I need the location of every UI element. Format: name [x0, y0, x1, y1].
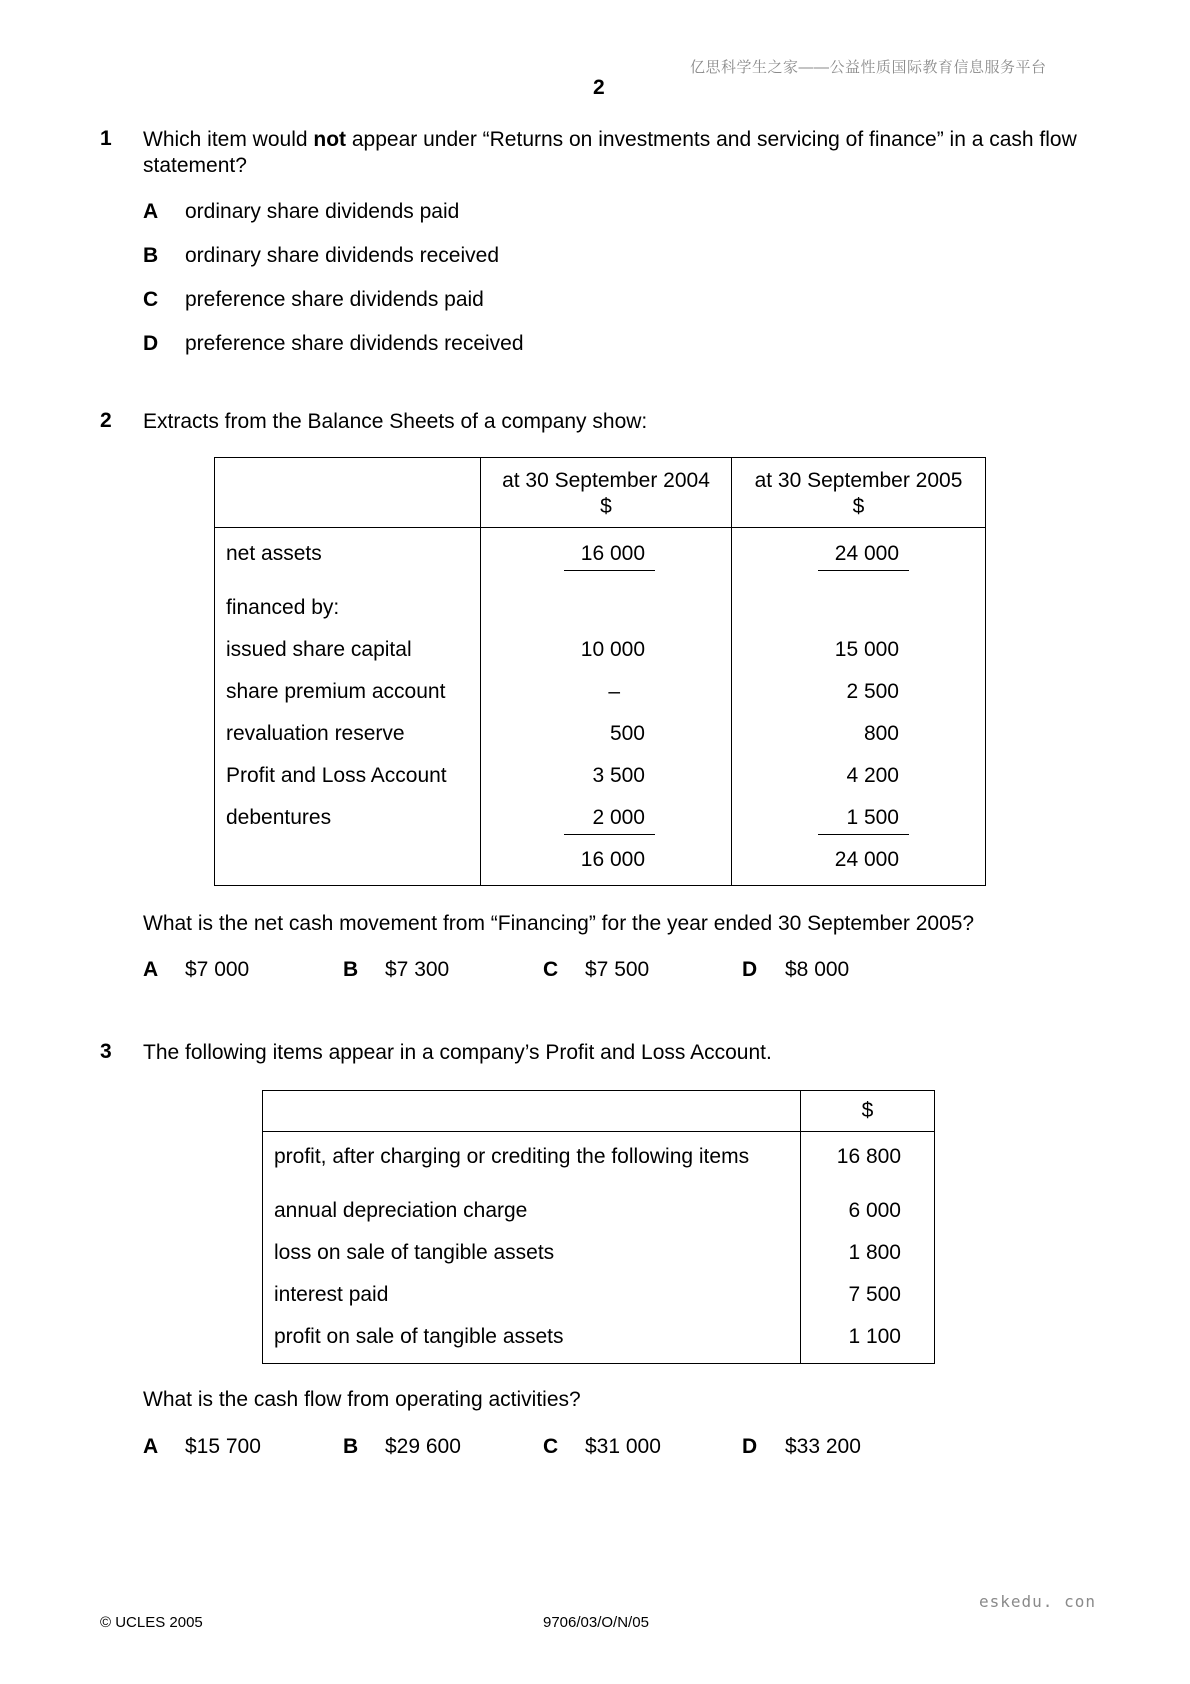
q3-question: What is the cash flow from operating activities?: [143, 1388, 581, 1411]
q1-option-b-text: ordinary share dividends received: [185, 244, 500, 267]
q1-option-d-text: preference share dividends received: [185, 332, 524, 355]
pl-value-profit: 16 800: [836, 1145, 901, 1168]
balance-sheet-table: [214, 457, 986, 886]
row-label-debentures: debentures: [226, 806, 332, 829]
value-2004-net-assets: 16 000: [580, 542, 645, 565]
q3-number: 3: [100, 1040, 112, 1063]
pl-labels-column: [263, 1132, 801, 1364]
pl-value-profit-on-sale: 1 100: [848, 1325, 901, 1348]
value-2005-revaluation-reserve: 800: [863, 722, 899, 745]
footer-copyright: © UCLES 2005: [100, 1614, 203, 1631]
values-2005-column: [732, 528, 986, 886]
pl-label-depreciation: annual depreciation charge: [274, 1199, 528, 1222]
underline-2004-debentures: [564, 834, 655, 835]
header-2004: [481, 458, 732, 528]
value-2004-total: 16 000: [580, 848, 645, 871]
q1-text-after: appear under “Returns on investments and servicing of finance” in a cash flow statement?: [143, 128, 1077, 177]
value-2004-debentures: 2 000: [592, 806, 645, 829]
value-2005-net-assets: 24 000: [834, 542, 899, 565]
underline-2004-net-assets: [564, 570, 655, 571]
footer-paper-code: 9706/03/O/N/05: [543, 1614, 649, 1631]
q1-option-c-text: preference share dividends paid: [185, 288, 484, 311]
q1-text-bold: not: [313, 128, 347, 151]
row-label-share-premium: share premium account: [226, 680, 446, 703]
underline-2005-debentures: [818, 834, 909, 835]
value-2005-issued-share-capital: 15 000: [834, 638, 899, 661]
row-label-financed-by: financed by:: [226, 596, 340, 619]
q2-option-d-letter: D: [742, 958, 758, 981]
q1-option-c-letter: C: [143, 288, 159, 311]
q3-option-c-letter: C: [543, 1435, 559, 1458]
pl-label-profit-on-sale: profit on sale of tangible assets: [274, 1325, 564, 1348]
page-number: 2: [593, 76, 605, 99]
pl-label-loss-on-sale: loss on sale of tangible assets: [274, 1241, 555, 1264]
value-2004-share-premium: –: [608, 680, 620, 703]
value-2004-profit-loss: 3 500: [592, 764, 645, 787]
q2-option-b-text: $7 300: [385, 958, 450, 981]
q3-option-b-letter: B: [343, 1435, 359, 1458]
watermark-top: 亿思科学生之家——公益性质国际教育信息服务平台: [690, 59, 1047, 76]
q2-option-a-text: $7 000: [185, 958, 250, 981]
balance-sheet-body-row: [215, 528, 986, 886]
profit-loss-body-row: [263, 1132, 935, 1364]
q2-option-c-letter: C: [543, 958, 559, 981]
q1-number: 1: [100, 127, 112, 150]
q2-question: What is the net cash movement from “Financing” for the year ended 30 September 2005?: [143, 912, 975, 935]
values-2004-column: [481, 528, 732, 886]
q2-option-b-letter: B: [343, 958, 359, 981]
pl-value-depreciation: 6 000: [848, 1199, 901, 1222]
q1-option-a-text: ordinary share dividends paid: [185, 200, 460, 223]
balance-sheet-header-row: [215, 458, 986, 528]
value-2005-share-premium: 2 500: [846, 680, 899, 703]
value-2005-profit-loss: 4 200: [846, 764, 899, 787]
header-2005-currency: $: [852, 495, 865, 518]
q1-text: [143, 127, 1103, 179]
underline-2005-net-assets: [818, 570, 909, 571]
q3-option-d-text: $33 200: [785, 1435, 861, 1458]
q1-option-a-letter: A: [143, 200, 159, 223]
q2-intro: Extracts from the Balance Sheets of a company show:: [143, 410, 648, 433]
row-label-net-assets: net assets: [226, 542, 322, 565]
q3-intro: The following items appear in a company’s Profit and Loss Account.: [143, 1041, 772, 1064]
q3-option-a-text: $15 700: [185, 1435, 261, 1458]
pl-value-interest-paid: 7 500: [848, 1283, 901, 1306]
q2-number: 2: [100, 409, 112, 432]
profit-loss-table: [262, 1090, 935, 1364]
profit-loss-header-row: [263, 1091, 935, 1132]
header-2004-currency: $: [600, 495, 612, 518]
value-2004-revaluation-reserve: 500: [609, 722, 645, 745]
value-2005-debentures: 1 500: [846, 806, 899, 829]
pl-label-interest-paid: interest paid: [274, 1283, 389, 1306]
q1-option-d-letter: D: [143, 332, 159, 355]
pl-header-currency: $: [801, 1091, 935, 1132]
pl-values-column: [801, 1132, 935, 1364]
value-2005-total: 24 000: [834, 848, 899, 871]
row-label-profit-loss: Profit and Loss Account: [226, 764, 447, 787]
labels-column: [215, 528, 481, 886]
q3-option-c-text: $31 000: [585, 1435, 661, 1458]
q3-option-d-letter: D: [742, 1435, 758, 1458]
pl-value-loss-on-sale: 1 800: [848, 1241, 901, 1264]
q1-option-b-letter: B: [143, 244, 159, 267]
row-label-issued-share-capital: issued share capital: [226, 638, 412, 661]
q2-option-c-text: $7 500: [585, 958, 650, 981]
q2-option-d-text: $8 000: [785, 958, 850, 981]
q3-option-a-letter: A: [143, 1435, 159, 1458]
header-2005-date: at 30 September 2005: [754, 469, 963, 492]
value-2004-issued-share-capital: 10 000: [580, 638, 645, 661]
pl-label-profit: profit, after charging or crediting the following items: [274, 1145, 750, 1168]
header-2004-date: at 30 September 2004: [502, 469, 710, 492]
pl-header-empty-cell: [263, 1091, 801, 1132]
watermark-bottom: eskedu. con: [979, 1592, 1096, 1611]
q2-option-a-letter: A: [143, 958, 159, 981]
header-empty-cell: [215, 458, 481, 528]
row-label-revaluation-reserve: revaluation reserve: [226, 722, 405, 745]
header-2005: [732, 458, 986, 528]
q1-text-before: Which item would: [143, 128, 314, 151]
q3-option-b-text: $29 600: [385, 1435, 461, 1458]
